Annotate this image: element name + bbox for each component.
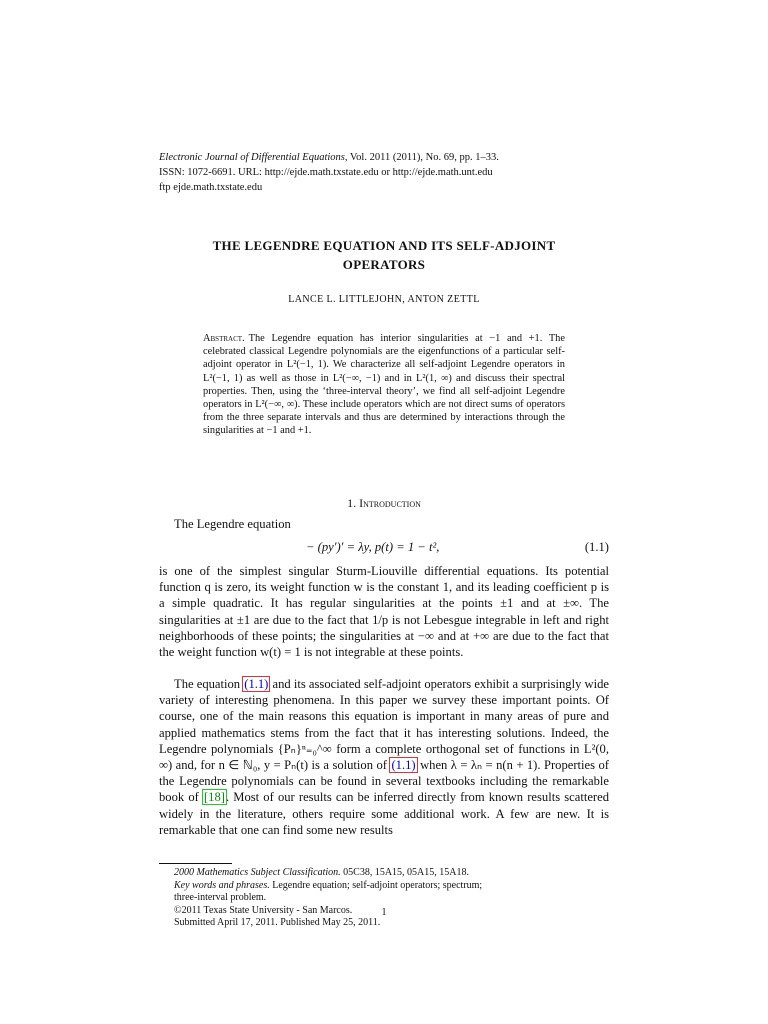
keywords-continued: three-interval problem. bbox=[174, 892, 267, 904]
equation-number: (1.1) bbox=[584, 540, 609, 554]
msc-footnote bbox=[174, 867, 604, 880]
equation-body: − (py′)′ = λy, p(t) = 1 − t², bbox=[306, 540, 440, 554]
msc-value: 05C38, 15A15, 05A15, 15A18. bbox=[343, 867, 469, 878]
intro-lead: The Legendre equation bbox=[174, 517, 291, 531]
equation-link-1-1-second[interactable]: (1.1) bbox=[391, 758, 416, 773]
journal-header bbox=[159, 150, 609, 195]
page-number: 1 bbox=[381, 907, 387, 918]
footnotes bbox=[174, 867, 604, 930]
authors: LANCE L. LITTLEJOHN, ANTON ZETTL bbox=[288, 294, 480, 305]
keywords-value: Legendre equation; self-adjoint operators; spectrum; bbox=[272, 879, 483, 891]
footnote-rule bbox=[159, 863, 232, 864]
intro-paragraph-2 bbox=[159, 676, 609, 838]
keywords-label: Key words and phrases. bbox=[174, 879, 270, 891]
abstract-label: Abstract. bbox=[203, 333, 245, 344]
journal-name: Electronic Journal of Differential Equations bbox=[159, 152, 345, 163]
title-line-1: THE LEGENDRE EQUATION AND ITS SELF-ADJOINT bbox=[212, 238, 556, 253]
ftp-line[interactable]: ftp ejde.math.txstate.edu bbox=[159, 182, 263, 193]
keywords-footnote bbox=[174, 880, 604, 893]
msc-label: 2000 Mathematics Subject Classification. bbox=[174, 867, 341, 878]
equation-link-1-1[interactable]: (1.1) bbox=[244, 677, 269, 691]
para2-text-c: when λ = λₙ = n(n + 1). Properties of the Legendre polynomials can be found in several textbooks including the remarkable book of bbox=[159, 758, 610, 805]
title-line-2: OPERATORS bbox=[342, 257, 426, 272]
abstract-text: The Legendre equation has interior singularities at −1 and +1. The celebrated classical Legendre polynomials are the eigenfunctions of a particular self-adjoint operator in L²(−1, 1). We characterize all self-adjoint Legendre operators in L²(−1, 1) as well as those in L²(−∞, −1) and in L²(1, ∞) and discuss their spectral properties. Then, using the ‘three-interval theory’, we find all self-adjoint Legendre operators in L²(−∞, ∞). These include operators which are not direct sums of operators from the three separate intervals and thus are determined by interactions through the singularities at −1 and +1. bbox=[203, 333, 565, 437]
para2-text-a: The equation bbox=[174, 677, 241, 691]
section-heading bbox=[159, 496, 609, 511]
citation-link-18[interactable]: [18] bbox=[203, 790, 225, 805]
abstract bbox=[203, 332, 565, 438]
volume-info: , Vol. 2011 (2011), No. 69, pp. 1–33. bbox=[344, 152, 499, 163]
journal-line bbox=[159, 150, 609, 165]
submission-footnote: Submitted April 17, 2011. Published May 25, 2011. bbox=[174, 917, 381, 929]
issn-line[interactable]: ISSN: 1072-6691. URL: http://ejde.math.txstate.edu or http://ejde.math.unt.edu bbox=[159, 167, 493, 178]
para2-text-b: and its associated self-adjoint operators exhibit a surprisingly wide variety of interesting phenomena. In this paper we survey these important points. Of course, one of the main reasons this equation is important in many areas of pure and applied mathematics stems from the fact that it has interesting solutions. Indeed, the Legendre polynomials {Pₙ}ⁿ₌₀^∞ form a complete orthogonal set of functions in L²(0, ∞) and, for n ∈ ℕ₀, y = Pₙ(t) is a solution of bbox=[159, 677, 609, 773]
copyright-footnote: ©2011 Texas State University - San Marcos. bbox=[174, 904, 353, 916]
para2-text-d: . Most of our results can be inferred directly from known results scattered widely in the literature, others require some additional work. A few are new. It is remarkable that one can find some new results bbox=[159, 790, 609, 837]
paper-title bbox=[159, 236, 609, 274]
section-number: 1. bbox=[347, 496, 357, 510]
intro-paragraph-1: is one of the simplest singular Sturm-Liouville differential equations. Its potential function q is zero, its weight function w is the constant 1, and its leading coefficient p is a simple quadratic. It has regular singularities at the points ±1 and at ±∞. The singularities at ±1 are due to the fact that 1/p is not Lebesgue integrable in left and right neighborhoods of these points; the singularities at −∞ and at +∞ are due to the fact that the weight function w(t) = 1 is not integrable at these points. bbox=[159, 564, 609, 660]
section-title: Introduction bbox=[359, 496, 421, 510]
